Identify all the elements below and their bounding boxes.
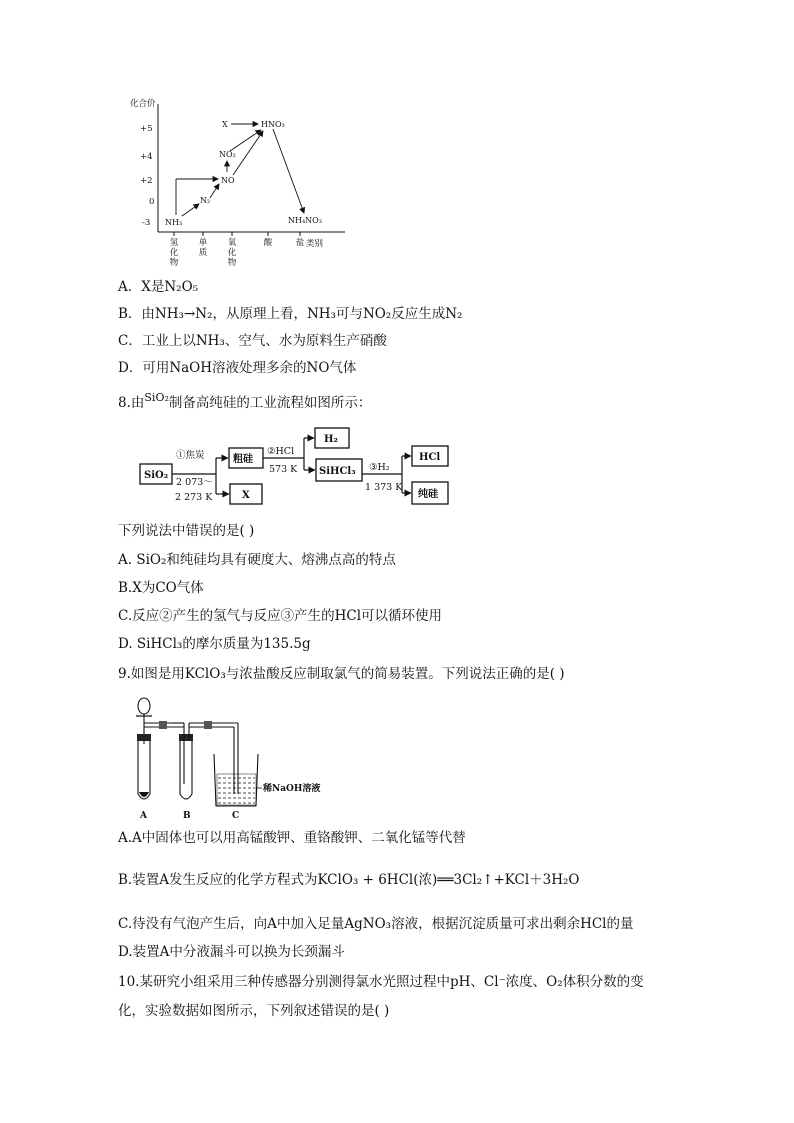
q7-option-b: B．由NH₃→N₂，从原理上看，NH₃可与NO₂反应生成N₂ bbox=[118, 306, 463, 322]
q9-option-a: A.A中固体也可以用高锰酸钾、重铬酸钾、二氧化锰等代替 bbox=[118, 830, 466, 846]
flow-step1-temp1: 2 073～ bbox=[176, 477, 213, 488]
species-x: X bbox=[222, 120, 228, 129]
xcat-label: 盐 bbox=[295, 238, 305, 248]
q7-option-d: D．可用NaOH溶液处理多余的NO气体 bbox=[118, 360, 357, 376]
q8-option-b: B.X为CO气体 bbox=[118, 580, 204, 596]
ytick: +2 bbox=[140, 176, 153, 186]
ytick: 0 bbox=[149, 197, 155, 207]
chlorine-apparatus bbox=[126, 694, 346, 822]
flow-step3-reagent: ③H₂ bbox=[369, 462, 390, 473]
flow-step1-temp2: 2 273 K bbox=[175, 492, 213, 503]
species-no: NO bbox=[221, 176, 235, 185]
xcat-label: 酸 bbox=[263, 238, 273, 248]
ytick: +4 bbox=[140, 152, 153, 162]
q9-option-d: D.装置A中分液漏斗可以换为长颈漏斗 bbox=[118, 944, 345, 960]
xcat-label: 氧化物 bbox=[227, 238, 237, 268]
q10-stem-line1: 10.某研究小组采用三种传感器分别测得氯水光照过程中pH、Cl⁻浓度、O₂体积分数的变 bbox=[118, 974, 644, 990]
flow-sihcl3: SiHCl₃ bbox=[319, 466, 356, 477]
species-hno3: HNO₃ bbox=[261, 120, 285, 129]
naoh-solution-label: 稀NaOH溶液 bbox=[263, 784, 321, 794]
flow-sio2: SiO₂ bbox=[144, 470, 169, 481]
flow-step1-reagent: ①焦炭 bbox=[176, 450, 205, 461]
q8-option-a: A. SiO₂和纯硅均具有硬度大、熔沸点高的特点 bbox=[118, 552, 396, 568]
xcat-label: 氢化物 bbox=[169, 238, 179, 268]
flow-h2: H₂ bbox=[324, 434, 338, 445]
species-nh4no3: NH₄NO₃ bbox=[288, 216, 322, 225]
species-n2: N₂ bbox=[200, 196, 211, 205]
q8-option-d: D. SiHCl₃的摩尔质量为135.5g bbox=[118, 636, 311, 652]
silicon-flow-diagram bbox=[138, 422, 458, 508]
q8-option-c: C.反应②产生的氢气与反应③产生的HCl可以循环使用 bbox=[118, 608, 443, 624]
flow-step3-temp: 1 373 K bbox=[365, 482, 403, 493]
apparatus-label-a: A bbox=[140, 811, 147, 821]
flow-hcl: HCl bbox=[419, 452, 441, 463]
flow-x: X bbox=[242, 490, 250, 501]
apparatus-label-b: B bbox=[183, 811, 191, 821]
q7-option-a: A．X是N₂O₅ bbox=[118, 279, 199, 295]
xcat-label: 单质 bbox=[198, 238, 208, 258]
flow-step2-temp: 573 K bbox=[269, 464, 298, 475]
flow-step2-reagent: ②HCl bbox=[267, 446, 295, 457]
q10-stem-line2: 化，实验数据如图所示，下列叙述错误的是( ) bbox=[118, 1003, 390, 1019]
apparatus-label-c: C bbox=[232, 811, 240, 821]
flow-pure-si: 纯硅 bbox=[418, 489, 438, 500]
q9-stem: 9.如图是用KClO₃与浓盐酸反应制取氯气的简易装置。下列说法正确的是( ) bbox=[118, 666, 565, 682]
species-nh3: NH₃ bbox=[165, 218, 183, 227]
x-axis-label: 类别 bbox=[306, 239, 324, 249]
flow-crude-si: 粗硅 bbox=[233, 454, 253, 465]
q7-option-c: C．工业上以NH₃、空气、水为原料生产硝酸 bbox=[118, 333, 387, 349]
q9-option-b: B.装置A发生反应的化学方程式为KClO₃ + 6HCl(浓)══3Cl₂↑+KCl＋3H₂O bbox=[118, 872, 580, 888]
q9-option-c: C.待没有气泡产生后，向A中加入足量AgNO₃溶液，根据沉淀质量可求出剩余HCl的量 bbox=[118, 916, 634, 932]
species-no2: NO₂ bbox=[219, 150, 236, 159]
y-axis-label: 化合价 bbox=[130, 99, 156, 109]
ytick: -3 bbox=[142, 218, 151, 228]
q8-stem: 8.由$^{SiO_2}$制备高纯硅的工业流程如图所示： bbox=[118, 391, 372, 411]
ytick: +5 bbox=[140, 124, 153, 134]
q8-question: 下列说法中错误的是( ) bbox=[118, 523, 255, 539]
nitrogen-valence-chart bbox=[130, 92, 360, 272]
